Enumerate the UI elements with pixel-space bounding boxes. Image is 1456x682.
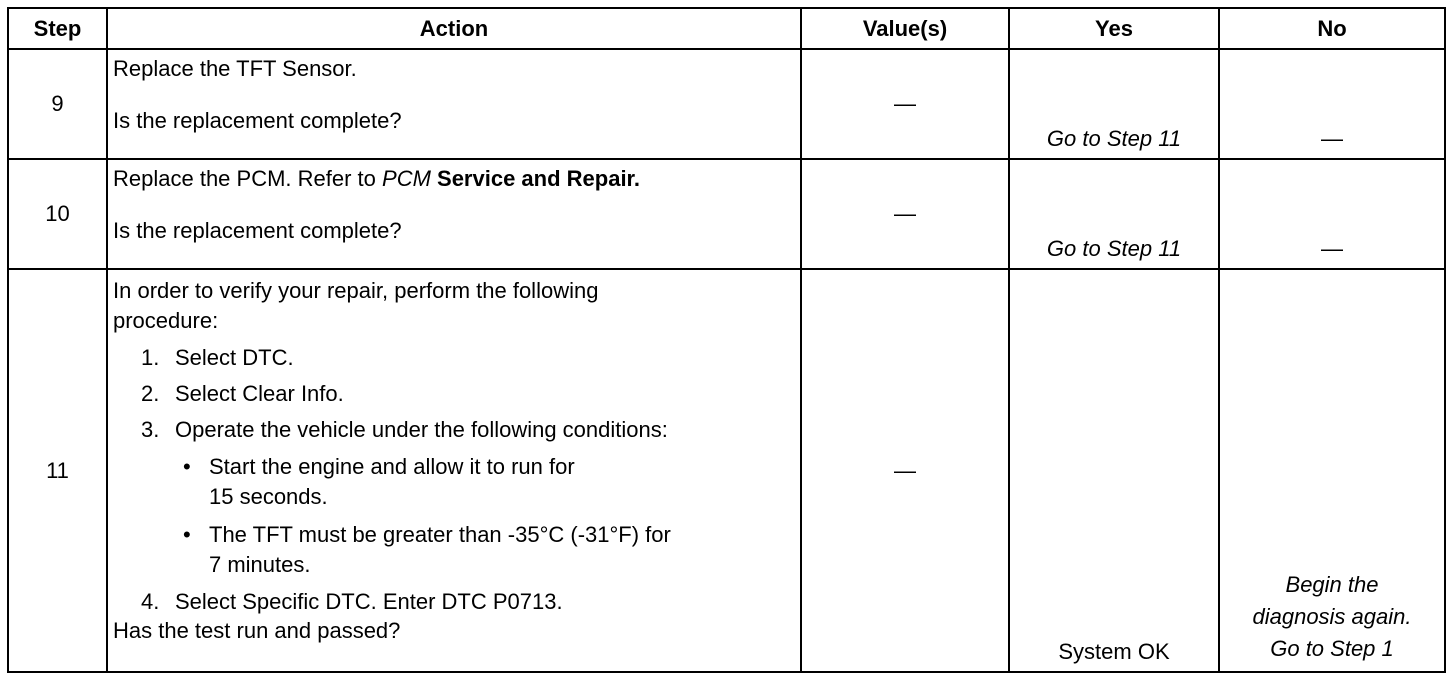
list-item-text: Operate the vehicle under the following conditions: [175, 417, 668, 442]
step-number: 10 [8, 159, 107, 269]
no-line: Begin the [1285, 572, 1379, 597]
header-values: Value(s) [801, 8, 1009, 49]
bullet-icon: • [183, 454, 191, 479]
value-cell [801, 49, 1009, 159]
bullet-item [183, 520, 794, 580]
table-row-step-9 [8, 49, 1445, 159]
action-cell [107, 159, 801, 269]
bullet-line: 15 seconds. [209, 484, 328, 509]
list-item-number: 3. [141, 417, 160, 442]
step-number: 9 [8, 49, 107, 159]
list-item [141, 344, 794, 372]
diagnostic-table [7, 7, 1446, 673]
list-item-text: Select Clear Info. [175, 381, 344, 406]
bullet-line: 7 minutes. [209, 552, 311, 577]
no-line: diagnosis again. [1252, 604, 1412, 629]
header-step: Step [8, 8, 107, 49]
step-number: 11 [8, 269, 107, 672]
table-row-step-11 [8, 269, 1445, 672]
value-dash: — [894, 457, 916, 483]
list-item-number: 1. [141, 345, 160, 370]
action-question: Is the replacement complete? [113, 108, 402, 133]
list-item-number: 4. [141, 589, 160, 614]
yes-cell: Go to Step 11 [1009, 159, 1219, 269]
action-question: Has the test run and passed? [113, 618, 401, 643]
service-repair-reference: Service and Repair. [430, 166, 641, 191]
header-no: No [1219, 8, 1445, 49]
action-question: Is the replacement complete? [113, 218, 402, 243]
header-yes: Yes [1009, 8, 1219, 49]
action-cell [107, 269, 801, 672]
list-item-number: 2. [141, 381, 160, 406]
list-item-text: Select Specific DTC. Enter DTC P0713. [175, 589, 563, 614]
table-row-step-10 [8, 159, 1445, 269]
action-cell [107, 49, 801, 159]
pcm-reference: PCM [382, 166, 431, 191]
no-cell: — [1219, 159, 1445, 269]
yes-cell: Go to Step 11 [1009, 49, 1219, 159]
no-cell: — [1219, 49, 1445, 159]
value-cell [801, 269, 1009, 672]
action-instruction [113, 166, 794, 216]
value-cell [801, 159, 1009, 269]
action-instruction: Replace the TFT Sensor. [113, 56, 357, 81]
yes-cell: System OK [1009, 269, 1219, 672]
bullet-text [209, 520, 671, 580]
list-item-text: Select DTC. [175, 345, 294, 370]
list-item [141, 416, 794, 444]
bullet-item [183, 452, 794, 512]
instruction-text: Replace the PCM. Refer to [113, 166, 383, 191]
bullet-line: The TFT must be greater than -35°C (-31°F) for [209, 522, 671, 547]
action-intro-line: procedure: [113, 308, 219, 333]
bullet-line: Start the engine and allow it to run for [209, 454, 575, 479]
no-cell [1219, 269, 1445, 672]
value-dash: — [894, 91, 916, 116]
header-row [8, 8, 1445, 49]
action-intro-line: In order to verify your repair, perform the following [113, 278, 599, 303]
no-line: Go to Step 1 [1270, 636, 1394, 661]
value-dash: — [894, 201, 916, 226]
bullet-icon: • [183, 522, 191, 547]
header-action: Action [107, 8, 801, 49]
list-item [141, 380, 794, 408]
list-item [141, 588, 794, 616]
bullet-text [209, 452, 575, 512]
